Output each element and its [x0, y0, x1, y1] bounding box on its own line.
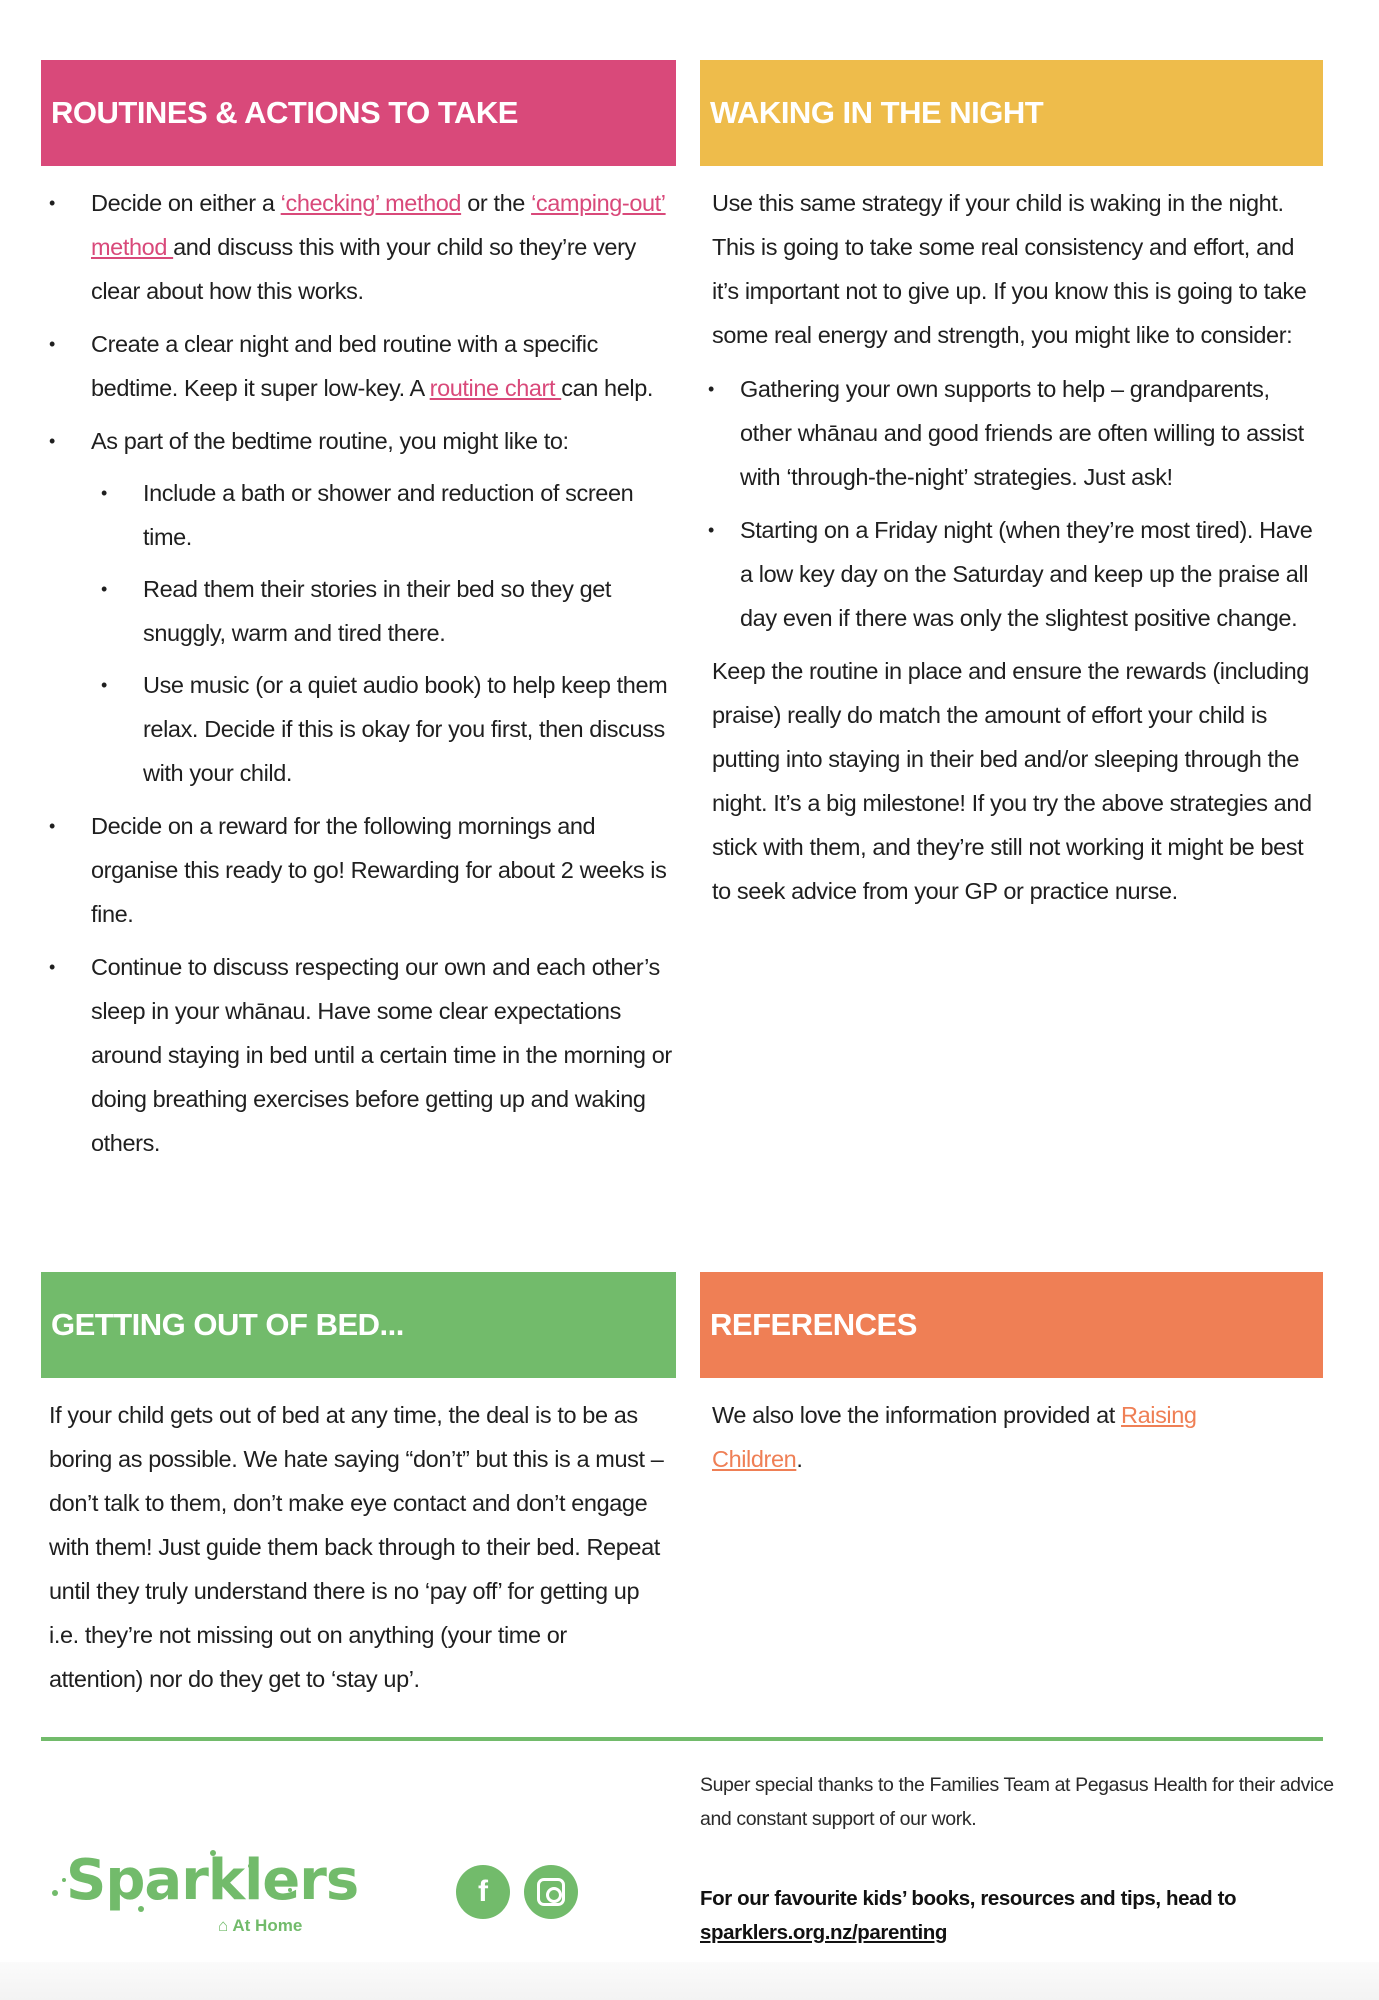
- routines-section: [41, 181, 676, 1174]
- bedtime-sub-list: [91, 471, 676, 795]
- references-title: REFERENCES: [710, 1307, 917, 1342]
- waking-intro: Use this same strategy if your child is waking in the night. This is going to take some real consistency and effort, and it’s important not to give up. If you know this is going to take some real energy and strength, you might like to consider:: [712, 190, 1307, 348]
- routines-list: [41, 181, 676, 1165]
- list-item: • As part of the bedtime routine, you might like to: • Include a bath or shower and reduction of screen time. • Read them their stories in their bed so they get snuggly, warm and tired there. • Use music (or a quiet audio book) to help keep them relax. Decide if this is okay for you first, then discuss with your child.: [41, 419, 676, 795]
- getting-out-title: GETTING OUT OF BED...: [51, 1307, 404, 1342]
- facebook-icon: f: [478, 1875, 488, 1908]
- instagram-button[interactable]: [524, 1865, 578, 1919]
- camping-out-method-link[interactable]: ‘camping-out’ method: [91, 190, 666, 260]
- list-item: • Continue to discuss respecting our own and each other’s sleep in your whānau. Have some clear expectations around staying in bed until a certain time in the morning or doing breathing exercises before getting up and waking others.: [41, 945, 676, 1165]
- waking-outro: Keep the routine in place and ensure the rewards (including praise) really do match the amount of effort your child is putting into staying in their bed and/or sleeping through the night. It’s a big milestone! If you try the above strategies and stick with them, and they’re still not working it might be best to seek advice from your GP or practice nurse.: [712, 658, 1312, 904]
- sub-list-item: • Use music (or a quiet audio book) to help keep them relax. Decide if this is okay for you first, then discuss with your child.: [91, 663, 676, 795]
- waking-section: [700, 181, 1323, 913]
- sparkle-icon: [52, 1890, 58, 1896]
- getting-out-text: If your child gets out of bed at any time, the deal is to be as boring as possible. We hate saying “don’t” but this is a must – don’t talk to them, don’t make eye contact and don’t engage with them! Just guide them back through to their bed. Repeat until they truly understand there is no ‘pay off’ for getting up i.e. they’re not missing out on anything (your time or attention) nor do they get to ‘stay up’.: [49, 1402, 664, 1692]
- checking-method-link[interactable]: ‘checking’ method: [280, 190, 462, 216]
- instagram-icon: [537, 1878, 565, 1906]
- routines-title: ROUTINES & ACTIONS TO TAKE: [51, 95, 518, 130]
- parenting-link[interactable]: sparklers.org.nz/parenting: [700, 1921, 948, 1944]
- home-icon: ⌂: [218, 1916, 233, 1935]
- list-item: • Decide on a reward for the following mornings and organise this ready to go! Rewarding for about 2 weeks is fine.: [41, 804, 676, 936]
- getting-out-section: [41, 1393, 676, 1737]
- routine-chart-link[interactable]: routine chart: [429, 375, 562, 401]
- list-item: • Decide on either a ‘checking’ method or the ‘camping-out’ method and discuss this with your child so they’re very clear about how this works.: [41, 181, 676, 313]
- raising-children-link[interactable]: Raising Children: [712, 1402, 1197, 1472]
- list-item: • Starting on a Friday night (when they’re most tired). Have a low key day on the Saturday and keep up the praise all day even if there was only the slightest positive change.: [700, 508, 1323, 640]
- waking-title: WAKING IN THE NIGHT: [710, 95, 1044, 130]
- getting-out-header: [41, 1272, 676, 1378]
- references-header: [700, 1272, 1323, 1378]
- sparklers-logo[interactable]: [48, 1848, 359, 1948]
- waking-list: [700, 367, 1323, 640]
- footer-divider: [41, 1737, 1323, 1741]
- sub-list-item: • Read them their stories in their bed so they get snuggly, warm and tired there.: [91, 567, 676, 655]
- routines-header: [41, 60, 676, 166]
- logo-subtitle: ⌂ At Home: [218, 1916, 303, 1935]
- references-section: We also love the information provided at Raising Children.: [712, 1402, 1197, 1472]
- page-bottom-edge: [0, 1962, 1379, 2000]
- cta-text: For our favourite kids’ books, resources and tips, head to sparklers.org.nz/parenting: [700, 1887, 1237, 1944]
- thanks-text: Super special thanks to the Families Team at Pegasus Health for their advice and constant support of our work.: [700, 1774, 1334, 1830]
- logo-wordmark: Sparklers: [66, 1848, 359, 1913]
- sub-list-item: • Include a bath or shower and reduction of screen time.: [91, 471, 676, 559]
- list-item: • Gathering your own supports to help – grandparents, other whānau and good friends are often willing to assist with ‘through-the-night’ strategies. Just ask!: [700, 367, 1323, 499]
- waking-header: [700, 60, 1323, 166]
- list-item: • Create a clear night and bed routine with a specific bedtime. Keep it super low-key. A routine chart can help.: [41, 322, 676, 410]
- facebook-button[interactable]: [456, 1865, 510, 1919]
